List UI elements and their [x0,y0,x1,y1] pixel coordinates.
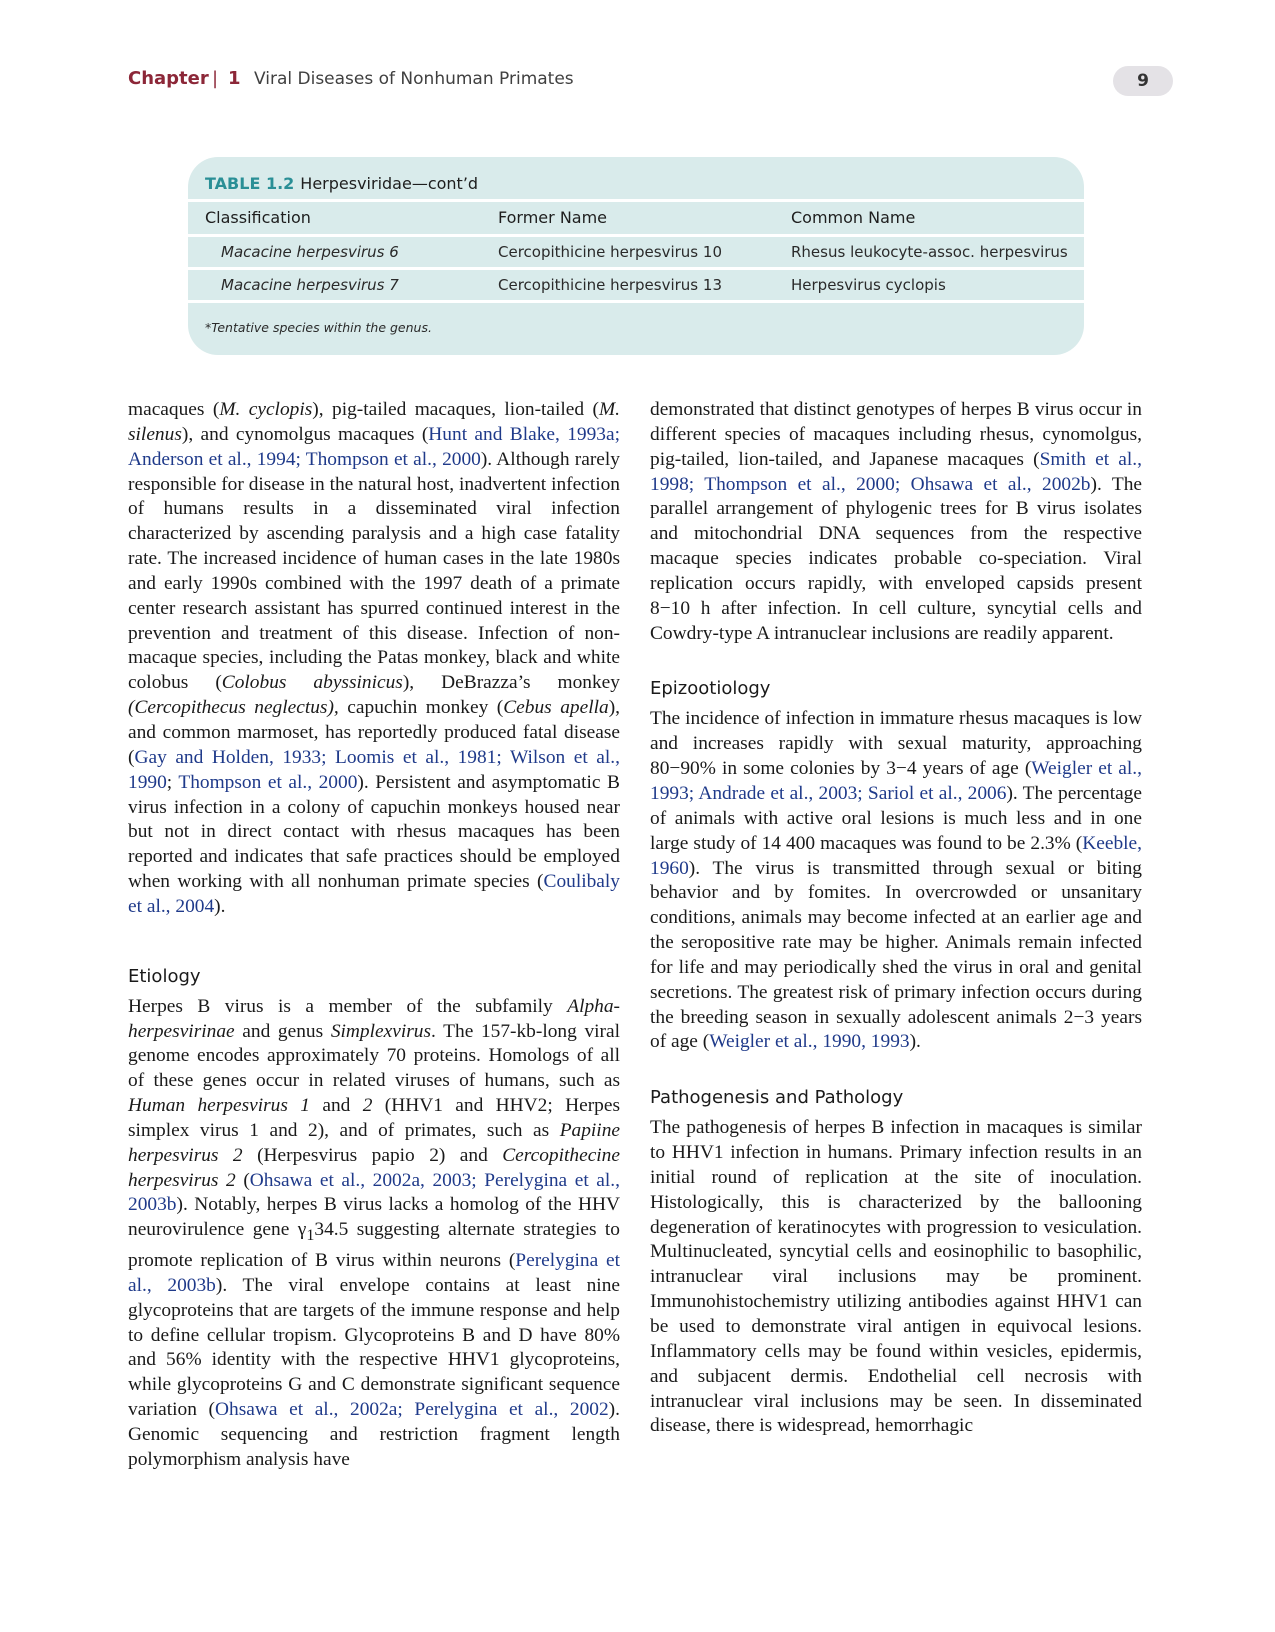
table-cell: Cercopithicine herpesvirus 13 [498,276,722,294]
section-heading-epizootiology: Epizootiology [650,678,771,700]
table-title: Herpesviridae—cont’d [300,174,479,193]
text-run: ). The parallel arrangement of phylogenic trees for B virus isolates and mitochondrial DNA sequences from the respective macaque species indicates probable co-speciation. Viral replication occurs rapidly, with enveloped capsids present 8−10 h after infection. In cell culture, syncytial cells and Cowdry-type A intranuclear inclusions are readily apparent. [650,473,1142,644]
text-run: ), pig-tailed macaques, lion-tailed ( [312,399,599,420]
table-row [188,270,1084,300]
text-run: The incidence of infection in immature rhesus macaques is low and increases rapidly with sexual maturity, approaching 80−90% in some colonies by 3−4 years of age ( [650,708,1142,780]
species-name: Colobus abyssinicus [221,672,403,694]
chapter-title: Viral Diseases of Nonhuman Primates [254,69,574,89]
species-name: Cebus apella [503,697,609,719]
text-run: 34.5 suggesting alternate strategies to promote replication of B virus within neurons ( [128,1219,621,1272]
text-run: demonstrated that distinct genotypes of herpes B virus occur in different species of macaques including rhesus, cynomolgus, pig-tailed, lion-tailed, and Japanese macaques ( [650,399,1142,470]
text-run: ). Notably, herpes B virus lacks a homolog of the HHV neurovirulence gene γ [128,1194,620,1241]
section-heading-pathogenesis: Pathogenesis and Pathology [650,1087,904,1109]
text-run: ). The percentage of animals with active oral lesions is much less and in one large study of 14 400 macaques was found to be 2.3% ( [650,782,1142,854]
text-run: ), and cynomolgus macaques ( [181,423,429,445]
text-run: ). The virus is transmitted through sexual or biting behavior and by fomites. In overcrowded or unsanitary conditions, animals may become infected at an earlier age and the seropositive rate may be higher. Animals remain infected for life and may periodically shed the virus in oral and genital secretions. The greatest risk of primary infection occurs during the breeding season in sexually adolescent animals 2−3 years of age ( [650,857,1142,1053]
body-paragraph [650,707,1142,1055]
species-name: M. silenus [128,399,620,445]
text-run: ), DeBrazza’s monkey [402,672,620,694]
citation-link[interactable]: Coulibaly et al., 2004 [128,871,620,917]
text-run: and [309,1095,363,1117]
table-cell: Rhesus leukocyte-assoc. herpesvirus [791,243,1068,261]
text-run: (Herpesvirus papio 2) and [242,1144,503,1166]
text-run: ( [235,1169,250,1191]
citation-link[interactable]: Gay and Holden, 1933; Loomis et al., 1981; Wilson et al., 1990 [128,746,620,793]
taxon-name: Alpha-herpesvirinae [128,995,620,1042]
text-run: ). Although rarely responsible for disease in the natural host, inadvertent infection of humans results in a disseminated viral infection characterized by ascending paralysis and a high case fatality rate. The increased incidence of human cases in the late 1980s and early 1990s combined with the 1997 death of a primate center research assistant has spurred continued interest in the prevention and treatment of this disease. Infection of non-macaque species, including the Patas monkey, black and white colobus ( [128,448,620,694]
table-cell: Macacine herpesvirus 6 [221,243,399,261]
header-separator: | [212,68,219,89]
text-run: ). Genomic sequencing and restriction fragment length polymorphism analysis have [128,1399,620,1470]
page-number: 9 [1113,66,1173,96]
species-name: (Cercopithecus neglectus), [128,697,339,719]
text-run: . The 157-kb-long viral genome encodes approximately 70 proteins. Homologs of all of these genes occur in related viruses of humans, such as [128,1020,620,1092]
text-run: The pathogenesis of herpes B infection in macaques is similar to HHV1 infection in humans. Primary infection results in an initial round of replication at the site of inoculation. Histologically, this is characterized by the ballooning degeneration of keratinocytes with progression to vesiculation. Multinucleated, syncytial cells and eosinophilic to basophilic, intranuclear viral inclusions may be prominent. Immunohistochemistry utilizing antibodies against HHV1 can be used to demonstrate viral antigen in equivocal lesions. Inflammatory cells may be found within vesicles, epidermis, and subjacent dermis. Endothelial cell necrosis with intranuclear viral inclusions may be seen. In disseminated disease, there is widespread, hemorrhagic [650,1117,1142,1437]
citation-link[interactable]: Ohsawa et al., 2002a, 2003; Perelygina et al., 2003b [128,1169,620,1216]
body-paragraph [650,398,1142,646]
citation-link[interactable]: Hunt and Blake, 1993a; Anderson et al., 1994; Thompson et al., 2000 [128,423,620,470]
chapter-label: Chapter [128,68,209,89]
taxon-name: Papiine herpesvirus 2 [128,1119,620,1166]
text-run: ), and common marmoset, has reportedly produced fatal disease ( [128,697,620,768]
text-run: capuchin monkey ( [338,697,504,719]
citation-link[interactable]: Weigler et al., 1990, 1993 [709,1031,910,1053]
citation-link[interactable]: Perelygina et al., 2003b [128,1250,620,1296]
text-run: ). Persistent and asymptomatic B virus infection in a colony of capuchin monkeys housed near but not in direct contact with rhesus macaques has been reported and indicates that safe practices should be employed when working with all nonhuman primate species ( [128,771,620,893]
citation-link[interactable]: Ohsawa et al., 2002a; Perelygina et al., 2002 [215,1399,609,1421]
text-run: ). [214,895,226,917]
table-cell: Cercopithicine herpesvirus 10 [498,243,722,261]
taxon-name: Human herpesvirus 1 [128,1095,310,1117]
text-run: and genus [234,1020,331,1042]
chapter-number: 1 [228,68,241,89]
taxon-name: Cercopithecine herpesvirus 2 [128,1144,620,1191]
column-header-common-name: Common Name [791,208,916,227]
table-footnote: *Tentative species within the genus. [205,320,432,335]
column-header-classification: Classification [205,208,311,227]
table-label: TABLE 1.2 [205,174,295,193]
herpesviridae-table [188,157,1084,355]
citation-link[interactable]: Keeble, 1960 [650,832,1142,879]
text-run: Herpes B virus is a member of the subfamily [128,995,568,1017]
section-heading-etiology: Etiology [128,965,201,987]
text-run: ). The viral envelope contains at least nine glycoproteins that are targets of the immune response and help to define cellular tropism. Glycoproteins B and D have 80% and 56% identity with the respective HHV1 glycoproteins, while glycoproteins G and C demonstrate significant sequence variation ( [128,1274,620,1421]
right-column [650,398,1142,1439]
running-header [128,66,1173,96]
table-header-row [188,202,1084,234]
gene-subscript: 1 [306,1227,315,1245]
text-run: macaques ( [128,399,220,420]
citation-link[interactable]: Weigler et al., 1993; Andrade et al., 2003; Sariol et al., 2006 [650,758,1142,804]
table-cell: Herpesvirus cyclopis [791,276,946,294]
body-paragraph [128,995,620,1473]
table-rule [188,300,1084,303]
taxon-name: 2 [362,1095,373,1117]
text-run: (HHV1 and HHV2; Herpes simplex virus 1 and 2), and of primates, such as [128,1095,620,1141]
text-run: ; [166,771,179,793]
table-caption [205,174,478,193]
column-header-former-name: Former Name [498,208,608,227]
citation-link[interactable]: Thompson et al., 2000 [178,771,358,793]
body-paragraph [650,1116,1142,1439]
body-paragraph [128,398,620,920]
text-run: ). [909,1031,921,1053]
table-row [188,237,1084,267]
table-cell: Macacine herpesvirus 7 [221,276,399,294]
left-column [128,398,620,1473]
citation-link[interactable]: Smith et al., 1998; Thompson et al., 2000; Ohsawa et al., 2002b [650,448,1143,495]
species-name: M. cyclopis [219,399,313,420]
taxon-name: Simplexvirus [330,1020,431,1042]
